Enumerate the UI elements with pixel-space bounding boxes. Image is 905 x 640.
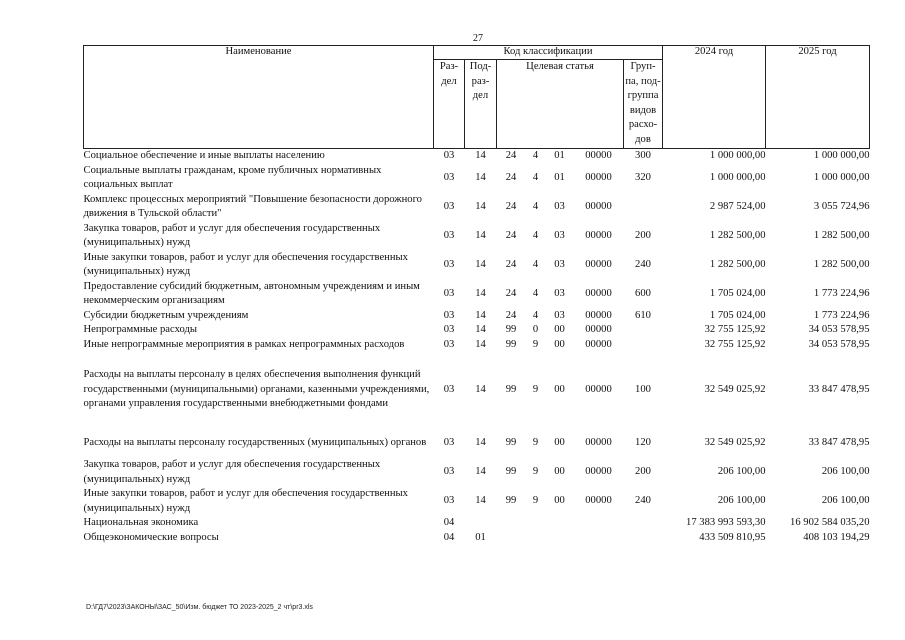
row-subsection: 14 <box>475 150 486 161</box>
row-subsection: 14 <box>475 287 486 299</box>
row-2024: 17 383 993 593,30 <box>686 517 766 528</box>
row-target-4: 00000 <box>585 338 612 350</box>
row-target-4: 00000 <box>585 287 612 299</box>
row-2024: 1 705 024,00 <box>709 309 766 321</box>
row-target-2: 9 <box>532 495 539 507</box>
table-row <box>84 149 870 164</box>
row-target-2: 4 <box>532 309 539 321</box>
row-name: Предоставление субсидий бюджетным, автономным учреждениям и иным некоммерческим организациям <box>83 280 420 306</box>
row-section: 04 <box>443 517 455 528</box>
row-name: Иные непрограммные мероприятия в рамках непрограммных расходов <box>83 338 405 350</box>
row-name: Непрограммные расходы <box>83 324 197 335</box>
row-group: 240 <box>635 258 651 270</box>
row-subsection: 01 <box>475 531 486 543</box>
row-2025: 1 000 000,00 <box>813 171 870 183</box>
row-target-2: 4 <box>532 171 539 183</box>
row-target-3: 03 <box>554 309 565 321</box>
row-2025: 33 847 478,95 <box>808 436 870 448</box>
row-subsection: 14 <box>475 324 486 335</box>
row-target-1: 99 <box>505 324 517 335</box>
table-body <box>84 149 870 546</box>
header-group: Груп- па, под- группа видов расхо- дов <box>624 60 663 149</box>
row-target-1: 24 <box>505 150 517 161</box>
row-target-3: 03 <box>554 200 565 212</box>
table-row <box>84 222 870 251</box>
row-2025: 3 055 724,96 <box>813 200 870 212</box>
row-target-4: 00000 <box>585 171 612 183</box>
row-target-2: 4 <box>532 200 539 212</box>
row-target-2 <box>526 516 546 531</box>
row-target-1: 24 <box>505 200 517 212</box>
row-subsection: 14 <box>475 309 486 321</box>
row-target-4 <box>574 516 624 531</box>
row-target-3: 00 <box>554 436 565 448</box>
row-target-3: 00 <box>554 338 565 350</box>
table-row <box>84 309 870 324</box>
budget-table <box>83 45 870 545</box>
row-subsection <box>465 516 497 531</box>
row-target-1: 99 <box>505 436 517 448</box>
row-name: Закупка товаров, работ и услуг для обеспечения государственных (муниципальных) нужд <box>83 459 381 485</box>
row-group <box>624 193 663 222</box>
row-target-2: 4 <box>532 258 539 270</box>
row-target-2: 9 <box>532 338 539 350</box>
row-group: 320 <box>635 171 651 183</box>
row-target-4: 00000 <box>585 150 612 161</box>
row-target-1: 99 <box>505 383 517 395</box>
row-group: 120 <box>635 436 651 448</box>
row-target-3: 00 <box>554 383 565 395</box>
header-code: Код классификации <box>434 46 663 60</box>
row-section: 03 <box>443 287 455 299</box>
row-target-3: 00 <box>554 466 565 478</box>
row-target-1: 24 <box>505 171 517 183</box>
header-target: Целевая статья <box>497 60 624 149</box>
row-section: 03 <box>443 258 455 270</box>
row-2024: 1 000 000,00 <box>709 150 766 161</box>
row-group: 200 <box>635 466 651 478</box>
row-target-1: 99 <box>505 338 517 350</box>
row-target-3: 01 <box>554 150 565 161</box>
row-2025: 206 100,00 <box>821 466 870 478</box>
row-name: Субсидии бюджетным учреждениям <box>83 309 249 321</box>
table-row <box>84 352 870 420</box>
row-2024: 1 705 024,00 <box>709 287 766 299</box>
row-2024: 1 282 500,00 <box>709 229 766 241</box>
row-2024: 32 755 125,92 <box>704 338 766 350</box>
row-target-1: 99 <box>505 495 517 507</box>
row-2024: 206 100,00 <box>717 466 766 478</box>
row-section: 03 <box>443 436 455 448</box>
row-subsection: 14 <box>475 495 486 507</box>
table-row <box>84 193 870 222</box>
row-subsection: 14 <box>475 383 486 395</box>
row-target-4: 00000 <box>585 466 612 478</box>
row-section: 03 <box>443 150 455 161</box>
row-2024: 32 549 025,92 <box>704 383 766 395</box>
row-2025: 1 000 000,00 <box>813 150 870 161</box>
row-target-2: 4 <box>532 229 539 241</box>
row-target-2: 9 <box>532 383 539 395</box>
row-subsection: 14 <box>475 338 486 350</box>
row-group <box>624 323 663 338</box>
row-2025: 206 100,00 <box>821 495 870 507</box>
row-target-4: 00000 <box>585 309 612 321</box>
table-row <box>84 164 870 193</box>
row-name: Иные закупки товаров, работ и услуг для обеспечения государственных (муниципальных) нужд <box>83 251 408 277</box>
row-group <box>624 338 663 353</box>
row-section: 03 <box>443 229 455 241</box>
row-2024: 1 282 500,00 <box>709 258 766 270</box>
row-name: Закупка товаров, работ и услуг для обеспечения государственных (муниципальных) нужд <box>83 222 381 248</box>
table-row <box>84 323 870 338</box>
row-name: Комплекс процессных мероприятий "Повышение безопасности дорожного движения в Тульской области" <box>83 193 422 219</box>
row-2025: 34 053 578,95 <box>808 324 870 335</box>
row-2025: 33 847 478,95 <box>808 383 870 395</box>
row-group: 100 <box>635 383 651 395</box>
row-section: 03 <box>443 171 455 183</box>
row-2024: 32 755 125,92 <box>704 324 766 335</box>
row-subsection: 14 <box>475 171 486 183</box>
row-target-2: 4 <box>532 150 539 161</box>
table-row <box>84 280 870 309</box>
row-subsection: 14 <box>475 229 486 241</box>
table-row <box>84 420 870 459</box>
row-target-3: 03 <box>554 229 565 241</box>
row-2025: 1 773 224,96 <box>813 287 870 299</box>
row-name: Общеэкономические вопросы <box>83 531 219 543</box>
row-2025: 34 053 578,95 <box>808 338 870 350</box>
row-target-4: 00000 <box>585 200 612 212</box>
header-2025: 2025 год <box>766 46 870 149</box>
row-subsection: 14 <box>475 258 486 270</box>
row-name: Национальная экономика <box>83 517 199 528</box>
row-2024: 433 509 810,95 <box>699 531 766 543</box>
row-2024: 2 987 524,00 <box>709 200 766 212</box>
row-group: 600 <box>635 287 651 299</box>
row-section: 03 <box>443 200 455 212</box>
row-name: Социальное обеспечение и иные выплаты населению <box>83 150 325 161</box>
row-target-2: 4 <box>532 287 539 299</box>
row-target-3: 01 <box>554 171 565 183</box>
row-target-1: 24 <box>505 309 517 321</box>
row-target-1: 99 <box>505 466 517 478</box>
row-2025: 16 902 584 035,20 <box>790 517 870 528</box>
table-row <box>84 531 870 546</box>
row-target-1: 24 <box>505 229 517 241</box>
row-target-3: 03 <box>554 258 565 270</box>
row-group: 200 <box>635 229 651 241</box>
row-group <box>624 516 663 531</box>
row-group: 610 <box>635 309 651 321</box>
row-name: Расходы на выплаты персоналу в целях обеспечения выполнения функций государственными (муниципальными) органами, казенными учреждениями, органами управления государственными внебюджетными фондами <box>83 369 430 409</box>
row-target-2: 0 <box>532 324 539 335</box>
page-number: 27 <box>473 33 483 44</box>
row-subsection: 14 <box>475 466 486 478</box>
row-target-1: 24 <box>505 287 517 299</box>
row-name: Расходы на выплаты персоналу государственных (муниципальных) органов <box>83 436 427 448</box>
table-row <box>84 251 870 280</box>
row-name: Социальные выплаты гражданам, кроме публичных нормативных социальных выплат <box>83 164 382 190</box>
row-section: 03 <box>443 338 455 350</box>
row-name: Иные закупки товаров, работ и услуг для обеспечения государственных (муниципальных) нужд <box>83 488 408 514</box>
row-target-1: 24 <box>505 258 517 270</box>
header-section: Раз- дел <box>434 60 465 149</box>
row-target-4: 00000 <box>585 436 612 448</box>
row-target-1 <box>497 516 526 531</box>
table-row <box>84 487 870 516</box>
row-2024: 206 100,00 <box>717 495 766 507</box>
header-2024: 2024 год <box>663 46 766 149</box>
row-target-4: 00000 <box>585 383 612 395</box>
row-target-2: 9 <box>532 466 539 478</box>
row-2024: 32 549 025,92 <box>704 436 766 448</box>
row-section: 04 <box>443 531 455 543</box>
row-target-4: 00000 <box>585 495 612 507</box>
table-header <box>84 46 870 149</box>
row-2024: 1 000 000,00 <box>709 171 766 183</box>
header-name: Наименование <box>84 46 434 149</box>
row-target-2 <box>526 531 546 546</box>
row-2025: 1 773 224,96 <box>813 309 870 321</box>
header-subsection: Под- раз- дел <box>465 60 497 149</box>
row-target-3 <box>546 516 574 531</box>
row-target-3: 00 <box>554 324 565 335</box>
row-target-4: 00000 <box>585 229 612 241</box>
row-group: 240 <box>635 495 651 507</box>
row-target-4 <box>574 531 624 546</box>
row-target-2: 9 <box>532 436 539 448</box>
row-section: 03 <box>443 466 455 478</box>
row-2025: 408 103 194,29 <box>803 531 870 543</box>
row-subsection: 14 <box>475 200 486 212</box>
row-subsection: 14 <box>475 436 486 448</box>
row-target-1 <box>497 531 526 546</box>
row-target-3: 00 <box>554 495 565 507</box>
row-group <box>624 531 663 546</box>
table-row <box>84 338 870 353</box>
row-2025: 1 282 500,00 <box>813 258 870 270</box>
row-target-3: 03 <box>554 287 565 299</box>
row-target-3 <box>546 531 574 546</box>
row-section: 03 <box>443 309 455 321</box>
row-target-4: 00000 <box>585 258 612 270</box>
row-group: 300 <box>635 150 651 161</box>
row-section: 03 <box>443 495 455 507</box>
file-path-footer: D:\ГД7\2023\ЗАКОНЫ\ЗАС_50\Изм. бюджет ТО 2023-2025_2 чт\pr3.xls <box>86 604 313 611</box>
table-row <box>84 516 870 531</box>
row-section: 03 <box>443 383 455 395</box>
row-target-4: 00000 <box>585 324 612 335</box>
row-2025: 1 282 500,00 <box>813 229 870 241</box>
table-row <box>84 458 870 487</box>
row-section: 03 <box>443 324 455 335</box>
